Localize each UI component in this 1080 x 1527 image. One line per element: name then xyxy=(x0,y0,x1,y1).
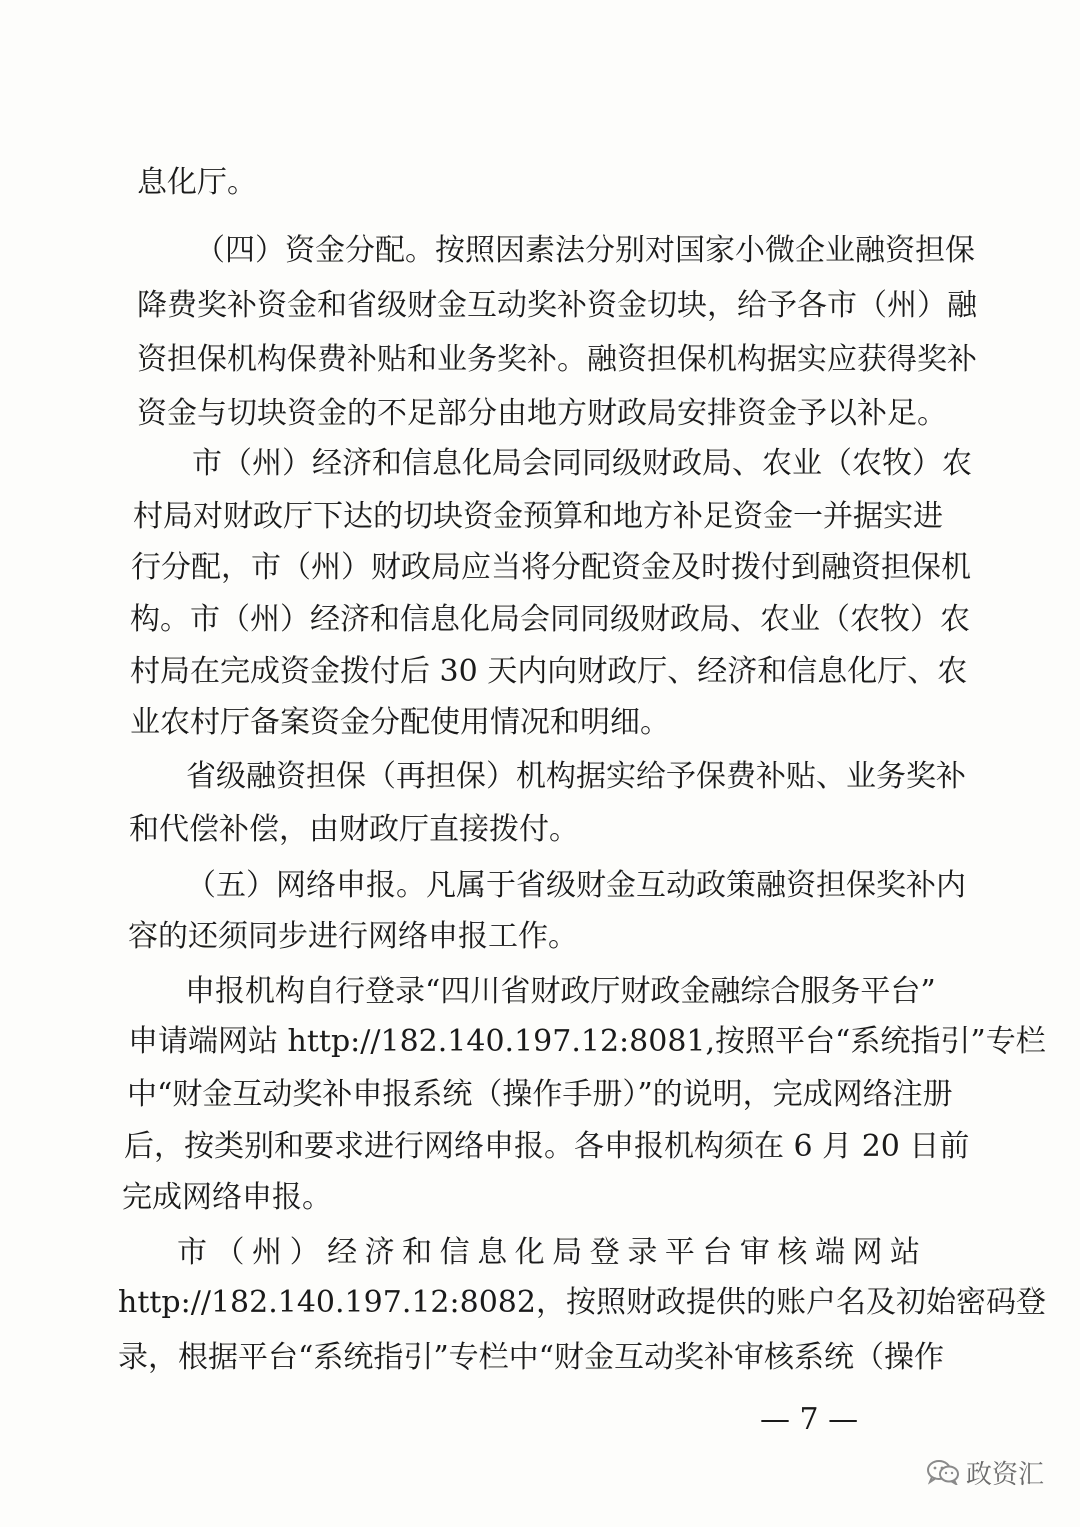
text-line: 息化厅。 xyxy=(137,165,257,200)
text-line: 市（州）经济和信息化局会同同级财政局、农业（农牧）农 xyxy=(192,446,972,481)
watermark xyxy=(926,1454,1044,1490)
watermark-text: 政资汇 xyxy=(966,1459,1045,1490)
text-line: 申报机构自行登录“四川省财政厅财政金融综合服务平台” xyxy=(185,974,936,1009)
text-line: http://182.140.197.12:8082，按照财政提供的账户名及初始密码登 xyxy=(118,1285,1046,1320)
text-line: 资金与切块资金的不足部分由地方财政局安排资金予以补足。 xyxy=(137,396,947,431)
text-line: （五）网络申报。凡属于省级财金互动政策融资担保奖补内 xyxy=(186,868,966,903)
text-line: （四）资金分配。按照因素法分别对国家小微企业融资担保 xyxy=(195,233,975,268)
text-line: 降费奖补资金和省级财金互动奖补资金切块，给予各市（州）融 xyxy=(137,288,977,323)
text-line: 村局在完成资金拨付后 30 天内向财政厅、经济和信息化厅、农 xyxy=(130,654,968,689)
text-line: 后，按类别和要求进行网络申报。各申报机构须在 6 月 20 日前 xyxy=(124,1129,970,1164)
text-line: 录，根据平台“系统指引”专栏中“财金互动奖补审核系统（操作 xyxy=(118,1340,945,1375)
text-line: 业农村厅备案资金分配使用情况和明细。 xyxy=(130,705,670,740)
text-line: 市（州）经济和信息化局登录平台审核端网站 xyxy=(177,1235,920,1270)
text-line: 省级融资担保（再担保）机构据实给予保费补贴、业务奖补 xyxy=(186,759,966,794)
text-line: 完成网络申报。 xyxy=(122,1180,332,1215)
text-line: 申请端网站 http://182.140.197.12:8081,按照平台“系统指引”专栏 xyxy=(128,1024,1046,1059)
text-line: 村局对财政厅下达的切块资金预算和地方补足资金一并据实进 xyxy=(133,499,943,534)
text-line: 资担保机构保费补贴和业务奖补。融资担保机构据实应获得奖补 xyxy=(137,342,977,377)
text-line: 和代偿补偿，由财政厅直接拨付。 xyxy=(129,812,579,847)
page-number: — 7 — xyxy=(760,1402,859,1437)
text-line: 中“财金互动奖补申报系统（操作手册）”的说明，完成网络注册 xyxy=(127,1077,953,1112)
text-line: 容的还须同步进行网络申报工作。 xyxy=(128,919,578,954)
text-line: 行分配，市（州）财政局应当将分配资金及时拨付到融资担保机 xyxy=(131,550,971,585)
text-line: 构。市（州）经济和信息化局会同同级财政局、农业（农牧）农 xyxy=(130,602,970,637)
wechat-icon xyxy=(926,1459,960,1485)
